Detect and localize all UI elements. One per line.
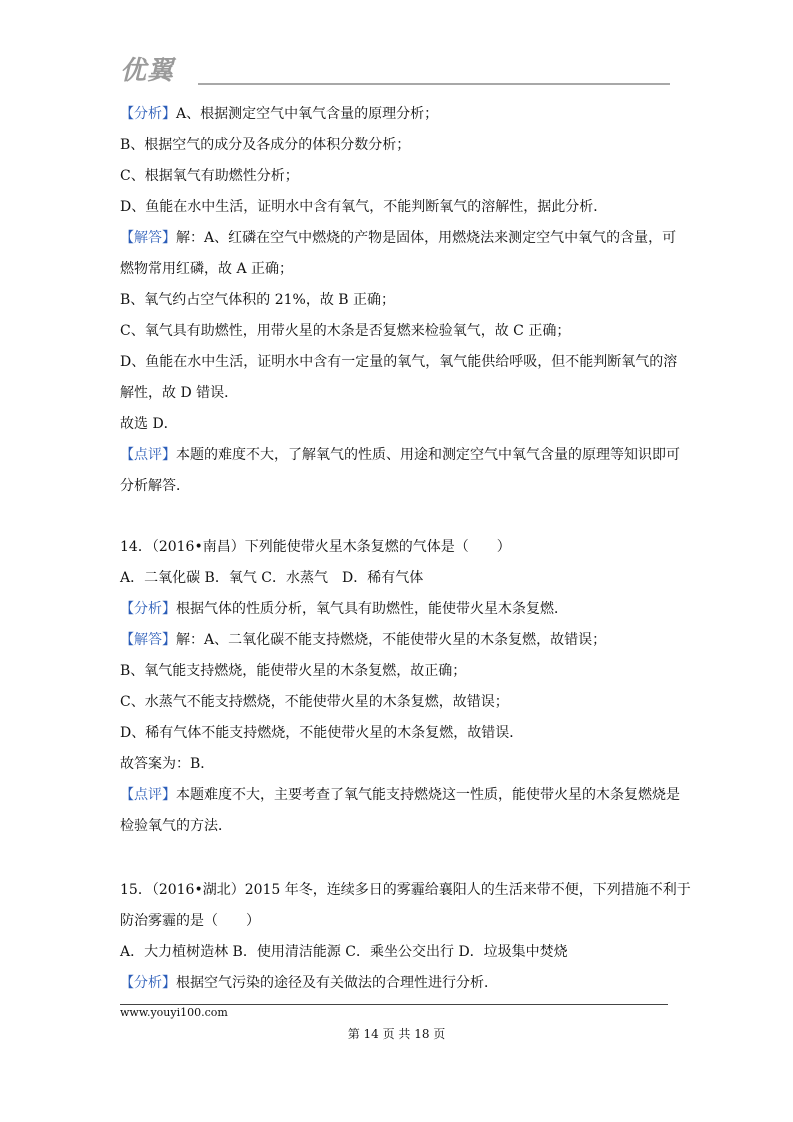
text-line: C、氧气具有助燃性，用带火星的木条是否复燃来检验氧气，故 C 正确；: [120, 323, 571, 339]
section-tag: 【解答】: [120, 632, 176, 648]
text-line: D、稀有气体不能支持燃烧，不能使带火星的木条复燃，故错误．: [120, 725, 524, 741]
text-line: 【点评】本题的难度不大，了解氧气的性质、用途和测定空气中氧气含量的原理等知识即可: [120, 447, 680, 463]
section-tag: 【分析】: [120, 975, 176, 991]
text-line: D、鱼能在水中生活，证明水中含有氧气，不能判断氧气的溶解性，据此分析．: [120, 199, 608, 215]
section-tag: 【解答】: [120, 230, 176, 246]
page-number: 第 14 页 共 18 页: [347, 1027, 446, 1041]
text-line: 【解答】解：A、二氧化碳不能支持燃烧，不能使带火星的木条复燃，故错误；: [120, 632, 607, 648]
question-options: A．二氧化碳 B．氧气 C．水蒸气 D．稀有气体: [120, 570, 424, 586]
section-tag: 【分析】: [120, 106, 176, 122]
text-line: 解性，故 D 错误．: [120, 385, 239, 401]
text-line: C、根据氧气有助燃性分析；: [120, 168, 299, 184]
section-tag: 【点评】: [120, 787, 176, 803]
question-title: 14．（2016•南昌）下列能使带火星木条复燃的气体是（ ）: [120, 539, 511, 555]
text-line: 【分析】根据气体的性质分析，氧气具有助燃性，能使带火星木条复燃．: [120, 601, 568, 617]
text-line: 检验氧气的方法．: [120, 818, 232, 834]
text-line: 【分析】A、根据测定空气中氧气含量的原理分析；: [120, 106, 439, 122]
text-line: B、氧气能支持燃烧，能使带火星的木条复燃，故正确；: [120, 663, 467, 679]
section-tag: 【点评】: [120, 447, 176, 463]
text-line: B、氧气约占空气体积的 21%，故 B 正确；: [120, 292, 396, 308]
footer-url: www.youyi100.com: [120, 1006, 228, 1019]
text-line: 燃物常用红磷，故 A 正确；: [120, 261, 294, 277]
text-line: D、鱼能在水中生活，证明水中含有一定量的氧气，氧气能供给呼吸，但不能判断氧气的溶: [120, 354, 678, 370]
text-line: 【点评】本题难度不大，主要考查了氧气能支持燃烧这一性质，能使带火星的木条复燃烧是: [120, 787, 680, 803]
question-options: A．大力植树造林 B．使用清洁能源 C．乘坐公交出行 D．垃圾集中焚烧: [120, 944, 568, 960]
text-line: 【解答】解：A、红磷在空气中燃烧的产物是固体，用燃烧法来测定空气中氧气的含量，可: [120, 230, 677, 246]
text-line: 分析解答．: [120, 478, 190, 494]
text-line: 故选 D．: [120, 416, 178, 432]
logo: 优翼: [120, 56, 175, 86]
footer-rule: [120, 1004, 668, 1005]
text-line: C、水蒸气不能支持燃烧，不能使带火星的木条复燃，故错误；: [120, 694, 509, 710]
text-line: B、根据空气的成分及各成分的体积分数分析；: [120, 137, 411, 153]
header-rule: [198, 83, 670, 85]
text-line: 故答案为：B．: [120, 756, 215, 772]
question-title: 15．（2016•湖北）2015 年冬，连续多日的雾霾给襄阳人的生活来带不便，下列措施不利于: [120, 882, 691, 898]
text-line: 【分析】根据空气污染的途径及有关做法的合理性进行分析．: [120, 975, 498, 991]
section-tag: 【分析】: [120, 601, 176, 617]
text-line: 防治雾霾的是（ ）: [120, 913, 260, 929]
